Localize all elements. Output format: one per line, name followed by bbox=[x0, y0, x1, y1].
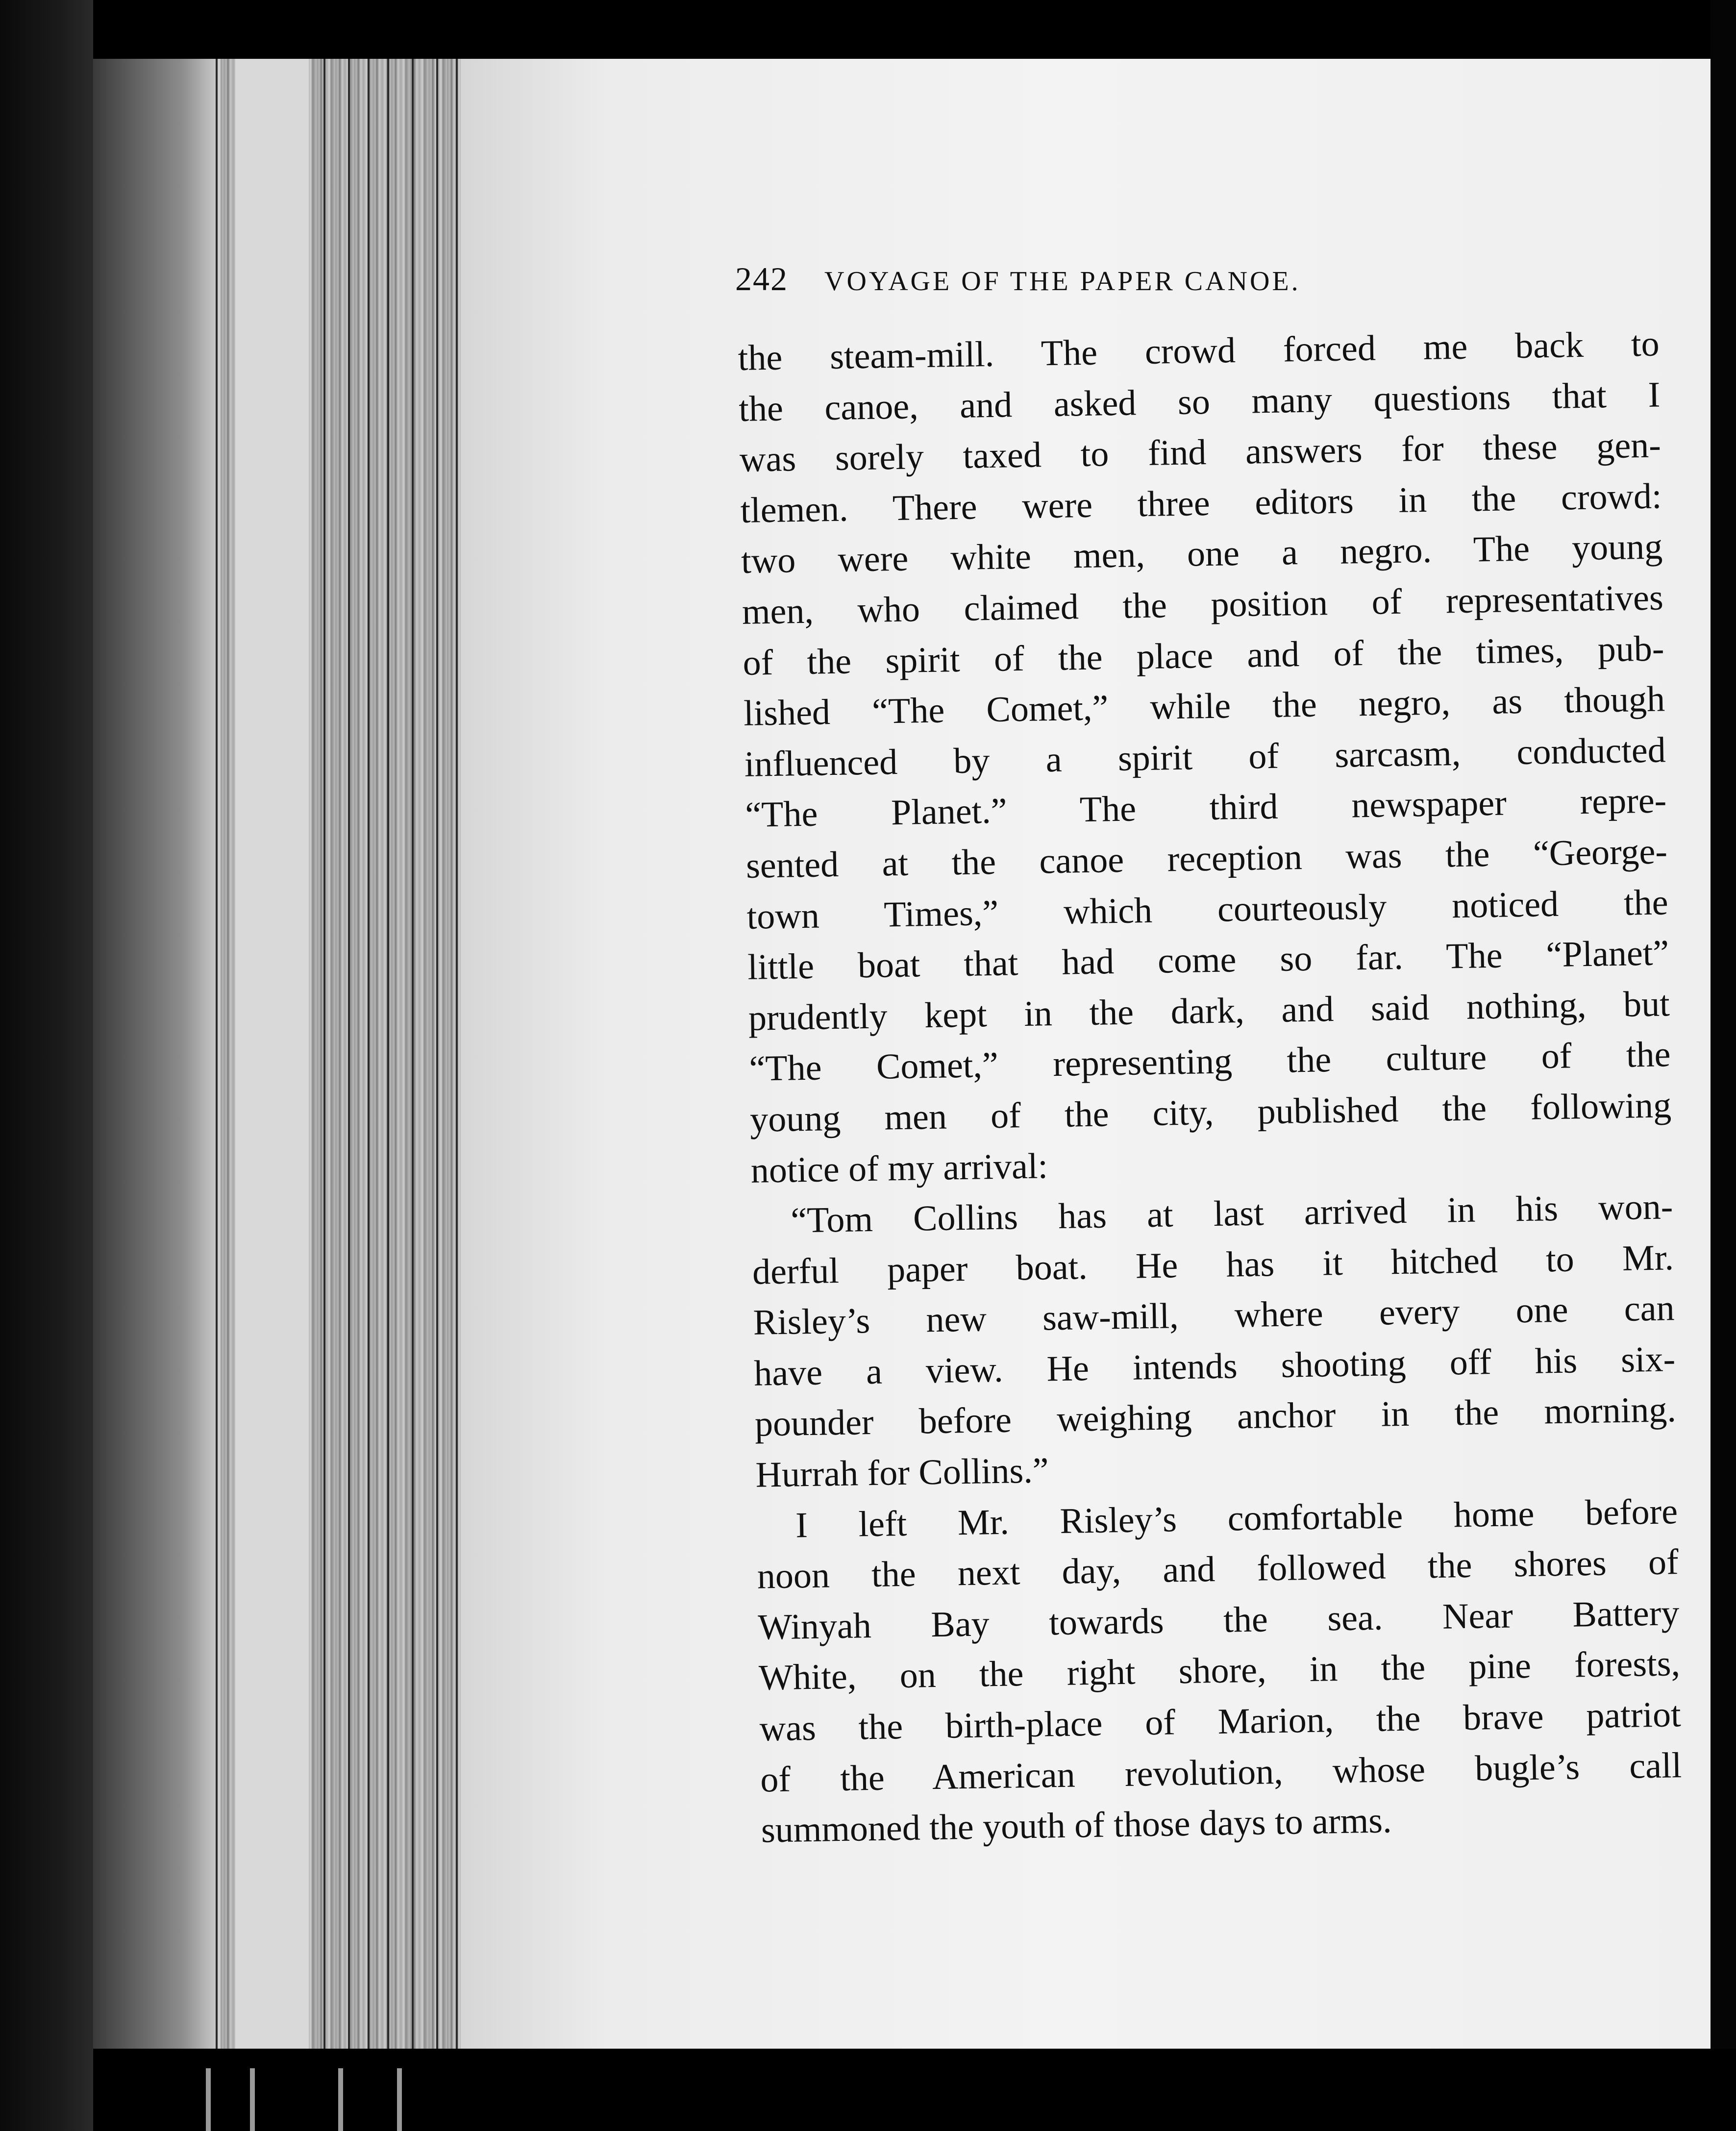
text-line: tlemen. There were three editors in the crowd: bbox=[740, 476, 1662, 531]
text-line: of the spirit of the place and of the times, pub- bbox=[742, 628, 1664, 683]
text-line: “Tom Collins has at last arrived in his won- bbox=[790, 1187, 1673, 1241]
text-line: derful paper boat. He has it hitched to Mr. bbox=[752, 1237, 1674, 1292]
text-line: the steam-mill. The crowd forced me back to bbox=[738, 323, 1660, 378]
film-border-right bbox=[1711, 0, 1736, 2131]
page-header bbox=[735, 260, 1519, 298]
text-line: noon the next day, and followed the shores of bbox=[757, 1542, 1679, 1597]
text-line: of the American revolution, whose bugle’s call bbox=[760, 1745, 1682, 1800]
text-line: prudently kept in the dark, and said nothing, but bbox=[748, 984, 1670, 1039]
text-line: Hurrah for Collins.” bbox=[755, 1450, 1049, 1495]
text-line: notice of my arrival: bbox=[750, 1145, 1048, 1191]
text-line: the canoe, and asked so many questions that I bbox=[738, 374, 1661, 429]
text-line: Risley’s new saw-mill, where every one can bbox=[753, 1288, 1675, 1343]
text-line: town Times,” which courteously noticed the bbox=[746, 882, 1669, 937]
text-line: White, on the right shore, in the pine forests, bbox=[758, 1643, 1681, 1699]
text-line: was sorely taxed to find answers for these gen- bbox=[739, 425, 1662, 480]
text-line: Winyah Bay towards the sea. Near Battery bbox=[757, 1592, 1680, 1648]
film-border-bottom bbox=[93, 2049, 1736, 2131]
text-line: summoned the youth of those days to arms. bbox=[761, 1800, 1392, 1851]
film-border-top bbox=[93, 0, 1736, 59]
running-title: VOYAGE OF THE PAPER CANOE. bbox=[824, 266, 1301, 297]
text-line: sented at the canoe reception was the “George- bbox=[745, 831, 1668, 886]
text-line: little boat that had come so far. The “Planet” bbox=[747, 933, 1669, 988]
text-line: influenced by a spirit of sarcasm, conducted bbox=[744, 730, 1666, 785]
text-line: men, who claimed the position of representatives bbox=[742, 577, 1664, 632]
text-line: lished “The Comet,” while the negro, as though bbox=[743, 679, 1665, 734]
book-page-edges bbox=[93, 59, 485, 2049]
text-line: I left Mr. Risley’s comfortable home before bbox=[795, 1491, 1678, 1546]
text-line: “The Comet,” representing the culture of the bbox=[748, 1034, 1671, 1090]
text-line: two were white men, one a negro. The young bbox=[741, 526, 1663, 582]
body-text bbox=[738, 319, 1683, 1856]
film-border-left bbox=[0, 0, 93, 2131]
text-line: young men of the city, published the following bbox=[749, 1085, 1672, 1140]
text-line: “The Planet.” The third newspaper repre- bbox=[744, 780, 1667, 836]
text-line: pounder before weighing anchor in the morning. bbox=[754, 1389, 1677, 1445]
text-line: have a view. He intends shooting off his six- bbox=[753, 1339, 1676, 1394]
text-line: was the birth-place of Marion, the brave patriot bbox=[759, 1694, 1682, 1749]
page-number: 242 bbox=[735, 260, 788, 297]
